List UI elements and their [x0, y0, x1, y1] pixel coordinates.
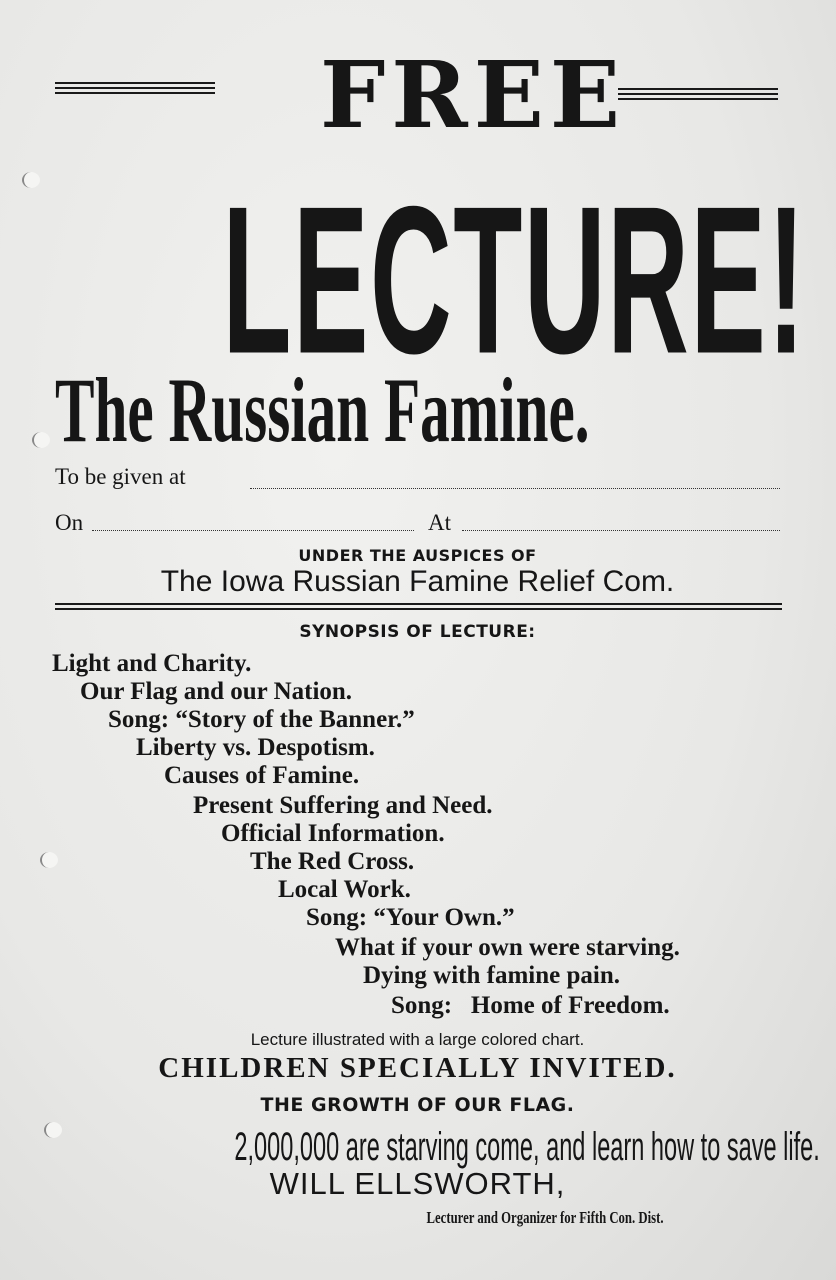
punch-hole-mark	[22, 172, 40, 188]
synopsis-item: Song: “Story of the Banner.”	[108, 706, 415, 733]
headline-lecture	[140, 135, 807, 398]
left-rule	[55, 82, 215, 96]
punch-hole-mark	[40, 852, 58, 868]
lecturer-title	[380, 1208, 710, 1228]
subject-title	[55, 348, 785, 462]
on-blank	[92, 530, 414, 531]
growth-of-flag: THE GROWTH OF OUR FLAG.	[260, 1094, 575, 1116]
section-divider	[55, 603, 782, 613]
synopsis-title: SYNOPSIS OF LECTURE:	[299, 622, 536, 642]
synopsis-item: Causes of Famine.	[164, 762, 360, 789]
synopsis-item: Light and Charity.	[52, 650, 252, 677]
starving-appeal-text: 2,000,000 are starving come, and learn how to save life.	[234, 1125, 820, 1170]
synopsis-item: Song: “Your Own.”	[306, 904, 515, 931]
headline-lecture-text: LECTURE!	[222, 162, 807, 398]
at-blank	[462, 530, 780, 531]
given-at-label: To be given at	[55, 464, 186, 489]
synopsis-item: Dying with famine pain.	[363, 962, 620, 989]
synopsis-item: Our Flag and our Nation.	[80, 678, 353, 705]
headline-free: FREE	[319, 41, 627, 149]
punch-hole-mark	[32, 432, 50, 448]
on-label: On	[55, 510, 84, 535]
at-label: At	[428, 510, 451, 535]
auspices-label: UNDER THE AUSPICES OF	[298, 546, 537, 565]
given-at-blank	[250, 488, 780, 489]
starving-appeal	[55, 1122, 820, 1170]
synopsis-item: Liberty vs. Despotism.	[136, 734, 375, 761]
synopsis-item: Official Information.	[221, 820, 445, 847]
committee-name: The Iowa Russian Famine Relief Com.	[160, 565, 675, 598]
synopsis-item: The Red Cross.	[250, 848, 415, 875]
lecturer-title-text: Lecturer and Organizer for Fifth Con. Dist.	[426, 1208, 664, 1227]
synopsis-item: What if your own were starving.	[335, 934, 680, 961]
lecturer-name: WILL ELLSWORTH,	[269, 1166, 566, 1201]
synopsis-item: Local Work.	[278, 876, 411, 903]
synopsis-item: Present Suffering and Need.	[193, 792, 493, 819]
synopsis-item: Song: Home of Freedom.	[391, 992, 670, 1019]
chart-note: Lecture illustrated with a large colored chart.	[250, 1030, 585, 1049]
subject-title-text: The Russian Famine.	[55, 360, 590, 462]
free-headline-block	[55, 41, 780, 149]
children-invited: CHILDREN SPECIALLY INVITED.	[158, 1052, 677, 1084]
